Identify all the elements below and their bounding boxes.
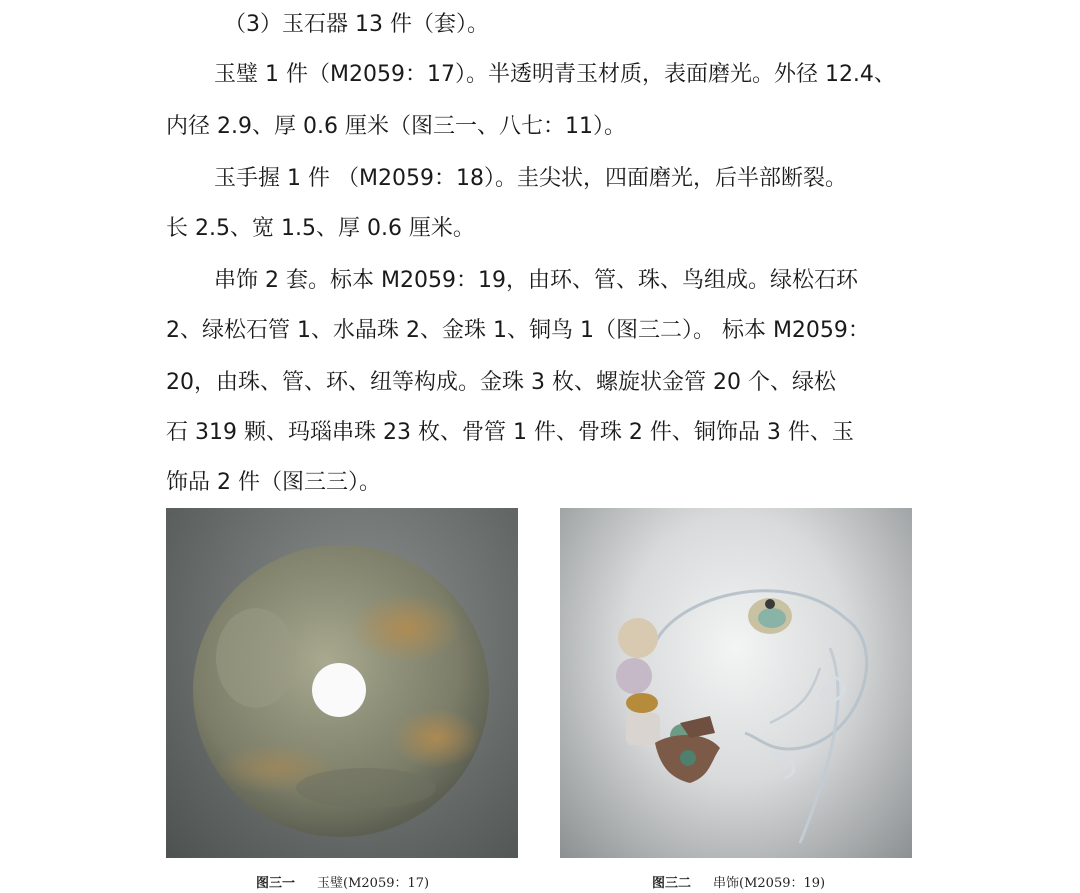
paragraph-string-ornament-line-1: 串饰 2 套。标本 M2059：19，由环、管、珠、鸟组成。绿松石环 bbox=[214, 268, 858, 293]
figure-string-ornament-photo bbox=[560, 508, 912, 858]
figure-2-caption bbox=[652, 872, 825, 891]
figure-1-caption bbox=[256, 872, 429, 891]
string-ornament-illustration bbox=[560, 508, 912, 858]
figure-2-number: 图三二 bbox=[652, 876, 692, 891]
paragraph-jade-bi-line-2: 内径 2.9、厚 0.6 厘米（图三一、八七：11）。 bbox=[166, 114, 626, 139]
figure-1-title: 玉璧(M2059：17) bbox=[317, 876, 430, 891]
paragraph-string-ornament-line-3: 20，由珠、管、环、纽等构成。金珠 3 枚、螺旋状金管 20 个、绿松 bbox=[166, 370, 836, 395]
paragraph-string-ornament-line-2: 2、绿松石管 1、水晶珠 2、金珠 1、铜鸟 1（图三二）。 标本 M2059： bbox=[166, 318, 870, 343]
paragraph-jade-bi-line-1: 玉璧 1 件（M2059：17）。半透明青玉材质，表面磨光。外径 12.4、 bbox=[214, 62, 896, 87]
paragraph-string-ornament-line-5: 饰品 2 件（图三三）。 bbox=[166, 470, 381, 495]
jade-bi-disc-illustration bbox=[166, 508, 518, 858]
paragraph-jade-handle-line-2: 长 2.5、宽 1.5、厚 0.6 厘米。 bbox=[166, 216, 475, 241]
figure-1-number: 图三一 bbox=[256, 876, 296, 891]
figure-jade-bi-photo bbox=[166, 508, 518, 858]
paragraph-jade-handle-line-1: 玉手握 1 件 （M2059：18）。圭尖状，四面磨光，后半部断裂。 bbox=[214, 166, 847, 191]
figure-2-title: 串饰(M2059：19) bbox=[713, 876, 826, 891]
paragraph-string-ornament-line-4: 石 319 颗、玛瑙串珠 23 枚、骨管 1 件、骨珠 2 件、铜饰品 3 件、玉 bbox=[166, 420, 854, 445]
section-heading: （3）玉石器 13 件（套）。 bbox=[224, 12, 489, 37]
